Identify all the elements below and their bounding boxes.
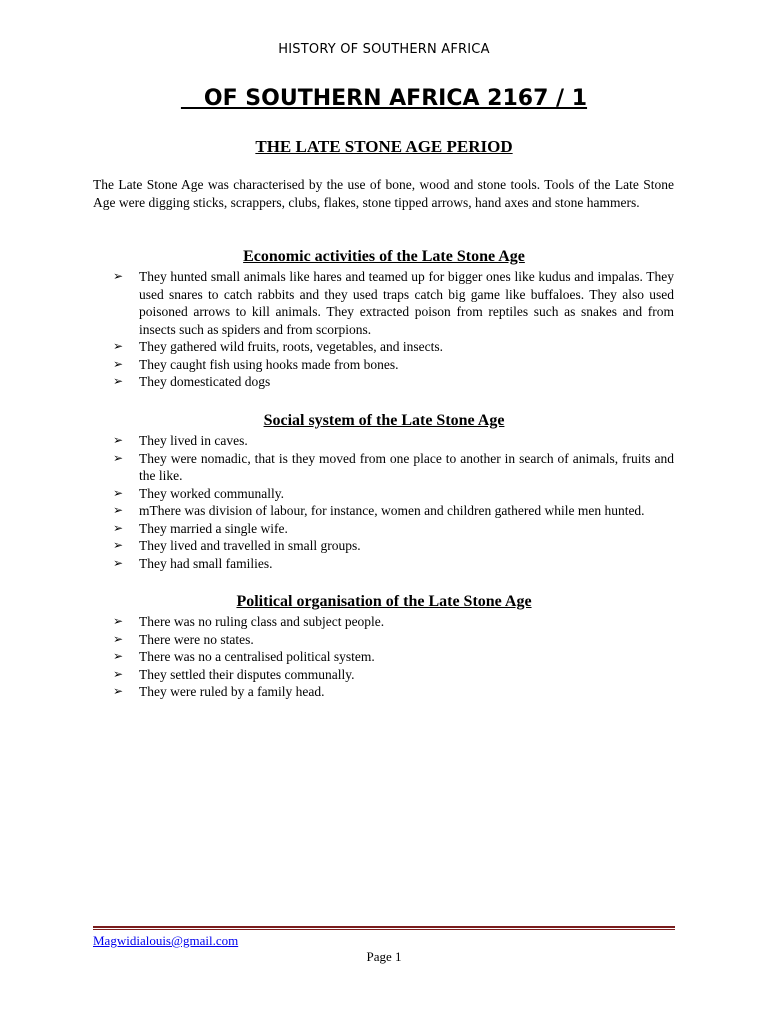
arrow-bullet-icon: ➢ [113,631,124,646]
list-item [113,432,674,450]
page-header: HISTORY OF SOUTHERN AFRICA [278,42,490,57]
footer-divider [93,926,675,930]
list-item [113,555,674,573]
page-number: Page 1 [366,949,402,964]
arrow-bullet-icon: ➢ [113,614,124,628]
arrow-bullet-icon: ➢ [113,555,124,570]
section-title: THE LATE STONE AGE PERIOD [255,137,513,156]
list-item [113,338,674,356]
arrow-bullet-icon: ➢ [113,433,124,447]
heading-economic-activities: Economic activities of the Late Stone Age [243,248,525,265]
arrow-bullet-icon: ➢ [113,269,124,283]
list-item-text: They lived in caves. [139,433,248,448]
intro-paragraph: The Late Stone Age was characterised by the use of bone, wood and stone tools. Tools of the Late Stone Age were digging sticks, scrappers, clubs, flakes, stone tipped arrows, hand axes and stone hammers. [93,177,674,210]
arrow-bullet-icon: ➢ [113,339,124,353]
list-item-text: They were ruled by a family head. [139,684,325,699]
arrow-bullet-icon: ➢ [113,684,124,698]
social-system-list [113,432,674,572]
list-item-text: There was no ruling class and subject people. [139,614,385,629]
arrow-bullet-icon: ➢ [113,356,124,371]
arrow-bullet-icon: ➢ [113,649,124,663]
economic-activities-list [113,268,674,391]
arrow-bullet-icon: ➢ [113,520,124,535]
list-item [113,666,674,684]
list-item [113,450,674,485]
arrow-bullet-icon: ➢ [113,503,124,517]
list-item [113,373,674,391]
list-item-text: They hunted small animals like hares and teamed up for bigger ones like kudus and impalas. They used snares to catch rabbits and they used traps catch big game like buffaloes. They also used poisoned arrows to kill animals. They extracted poison from reptiles such as snakes and from insects such as spiders and from scorpions. [139,269,674,337]
arrow-bullet-icon: ➢ [113,538,124,552]
list-item-text: They gathered wild fruits, roots, vegetables, and insects. [139,339,444,354]
document-title [0,86,768,111]
arrow-bullet-icon: ➢ [113,450,124,465]
list-item-text: They domesticated dogs [139,374,271,389]
arrow-bullet-icon: ➢ [113,374,124,388]
political-organisation-list [113,613,674,701]
heading-social-system: Social system of the Late Stone Age [263,412,505,429]
list-item [113,356,674,374]
list-item [113,683,674,701]
arrow-bullet-icon: ➢ [113,485,124,500]
list-item [113,537,674,555]
list-item [113,520,674,538]
list-item-text: There was no a centralised political system. [139,649,375,664]
list-item-text: mThere was division of labour, for instance, women and children gathered while men hunted. [139,503,645,518]
document-title-text: OF SOUTHERN AFRICA 2167 / 1 [180,86,588,111]
list-item [113,268,674,338]
list-item-text: They married a single wife. [139,520,288,536]
list-item-text: They settled their disputes communally. [139,666,355,682]
list-item-text: There were no states. [139,631,254,647]
footer-email-link[interactable]: Magwidialouis@gmail.com [93,933,239,948]
arrow-bullet-icon: ➢ [113,666,124,681]
list-item [113,648,674,666]
list-item-text: They lived and travelled in small groups. [139,538,361,553]
list-item [113,631,674,649]
list-item-text: They had small families. [139,555,273,571]
list-item-text: They worked communally. [139,485,284,501]
heading-political-organisation: Political organisation of the Late Stone Age [236,593,532,610]
list-item-text: They caught fish using hooks made from bones. [139,356,399,372]
list-item [113,613,674,631]
list-item [113,485,674,503]
list-item [113,502,674,520]
list-item-text: They were nomadic, that is they moved from one place to another in search of animals, fruits and the like. [139,450,674,483]
